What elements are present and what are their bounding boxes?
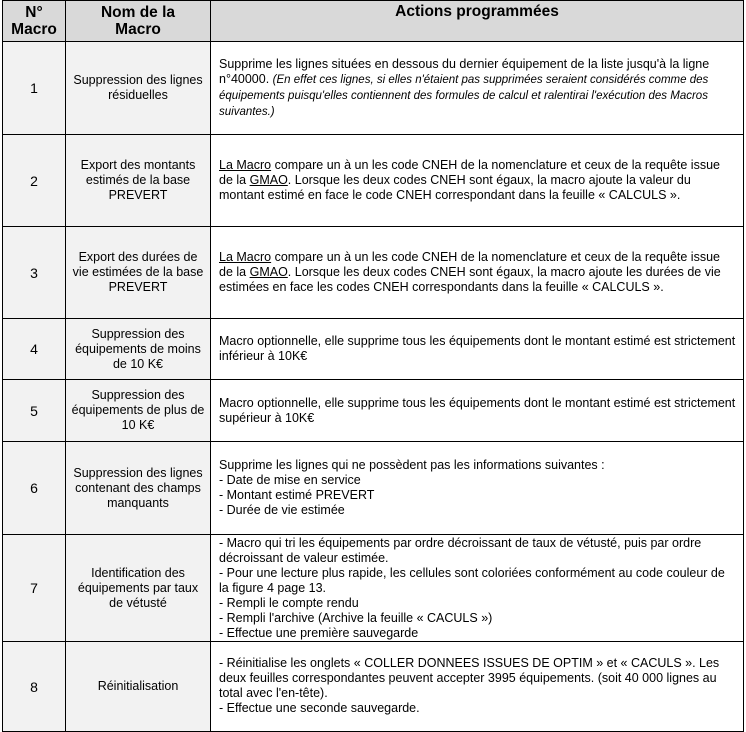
header-num-line1: N° <box>25 4 43 21</box>
table-row <box>3 319 744 380</box>
action-underlined: La Macro <box>219 250 272 264</box>
macro-number: 4 <box>3 319 66 380</box>
action-line: - Rempli le compte rendu <box>219 595 359 610</box>
macro-table <box>2 0 744 732</box>
header-row <box>3 1 744 42</box>
macro-number: 8 <box>3 642 66 732</box>
table-row <box>3 135 744 227</box>
action-text: . Lorsque les deux codes CNEH sont égaux, la macro ajoute la valeur du montant estimé en face le code CNEH correspondant dans la feuille « CALCULS ». <box>219 173 691 202</box>
action-line: Supprime les lignes qui ne possèdent pas les informations suivantes : <box>219 458 605 472</box>
header-name <box>66 1 211 42</box>
macro-name: Suppression des équipements de moins de 10 K€ <box>66 319 211 380</box>
macro-name: Suppression des lignes contenant des champs manquants <box>66 442 211 535</box>
table-row <box>3 442 744 535</box>
header-num <box>3 1 66 42</box>
macro-actions <box>211 42 744 135</box>
macro-name: Export des montants estimés de la base PREVERT <box>66 135 211 227</box>
macro-actions: Macro optionnelle, elle supprime tous les équipements dont le montant estimé est strictement supérieur à 10K€ <box>211 380 744 442</box>
table-row <box>3 535 744 642</box>
macro-number: 5 <box>3 380 66 442</box>
macro-actions <box>211 535 744 642</box>
macro-number: 1 <box>3 42 66 135</box>
action-text: Supprime les lignes situées en dessous du dernier équipement de la liste jusqu'à la ligne n°40000. <box>219 56 710 86</box>
macro-number: 3 <box>3 227 66 319</box>
macro-name: Suppression des équipements de plus de 10 K€ <box>66 380 211 442</box>
macro-number: 7 <box>3 535 66 642</box>
action-line: - Montant estimé PREVERT <box>219 488 375 502</box>
macro-actions: Macro optionnelle, elle supprime tous les équipements dont le montant estimé est strictement inférieur à 10K€ <box>211 319 744 380</box>
macro-number: 2 <box>3 135 66 227</box>
header-num-line2: Macro <box>11 21 57 38</box>
macro-actions <box>211 227 744 319</box>
macro-name: Identification des équipements par taux de vétusté <box>66 535 211 642</box>
header-name-line2: Macro <box>115 21 161 38</box>
action-underlined: GMAO <box>249 173 288 187</box>
macro-name: Réinitialisation <box>66 642 211 732</box>
macro-name: Suppression des lignes résiduelles <box>66 42 211 135</box>
macro-actions <box>211 135 744 227</box>
action-text: compare un à un les code CNEH de la nomenclature et ceux de la requête issue de la <box>219 158 720 187</box>
macro-name: Export des durées de vie estimées de la base PREVERT <box>66 227 211 319</box>
action-line: - Date de mise en service <box>219 473 361 487</box>
action-text: compare un à un les code CNEH de la nomenclature et ceux de la requête issue de la <box>219 250 720 279</box>
table-row <box>3 227 744 319</box>
action-line: - Pour une lecture plus rapide, les cellules sont coloriées conformément au code couleur de la figure 4 page 13. <box>219 565 725 595</box>
action-line: - Macro qui tri les équipements par ordre décroissant de taux de vétusté, puis par ordre décroissant de valeur estimée. <box>219 535 702 565</box>
macro-number: 6 <box>3 442 66 535</box>
action-text: . Lorsque les deux codes CNEH sont égaux, la macro ajoute les durées de vie estimées en face les codes CNEH correspondants dans la feuille « CALCULS ». <box>219 265 721 294</box>
table-row <box>3 42 744 135</box>
table-row <box>3 642 744 732</box>
macro-actions <box>211 642 744 732</box>
action-line: - Réinitialise les onglets « COLLER DONNEES ISSUES DE OPTIM » et « CACULS ». Les deux feuilles correspondantes peuvent accepter 3995 équipements. (soit 40 000 lignes au total avec l'en-tête). <box>219 656 720 700</box>
action-note: (En effet ces lignes, si elles n'étaient pas supprimées seraient considérés comme des équipements puisqu'elles contiennent des formules de calcul et ralentirai l'exécution des Macros suivantes.) <box>219 73 709 118</box>
header-name-line1: Nom de la <box>100 4 176 21</box>
action-line: - Durée de vie estimée <box>219 503 345 517</box>
macro-actions <box>211 442 744 535</box>
action-line: - Rempli l'archive (Archive la feuille « CACULS ») <box>219 610 493 625</box>
action-line: - Effectue une première sauvegarde <box>219 625 419 640</box>
action-underlined: GMAO <box>249 265 288 279</box>
action-underlined: La Macro <box>219 158 272 172</box>
table-row <box>3 380 744 442</box>
header-actions <box>211 1 744 42</box>
action-line: - Effectue une seconde sauvegarde. <box>219 701 420 715</box>
header-actions-label: Actions programmées <box>395 3 559 20</box>
